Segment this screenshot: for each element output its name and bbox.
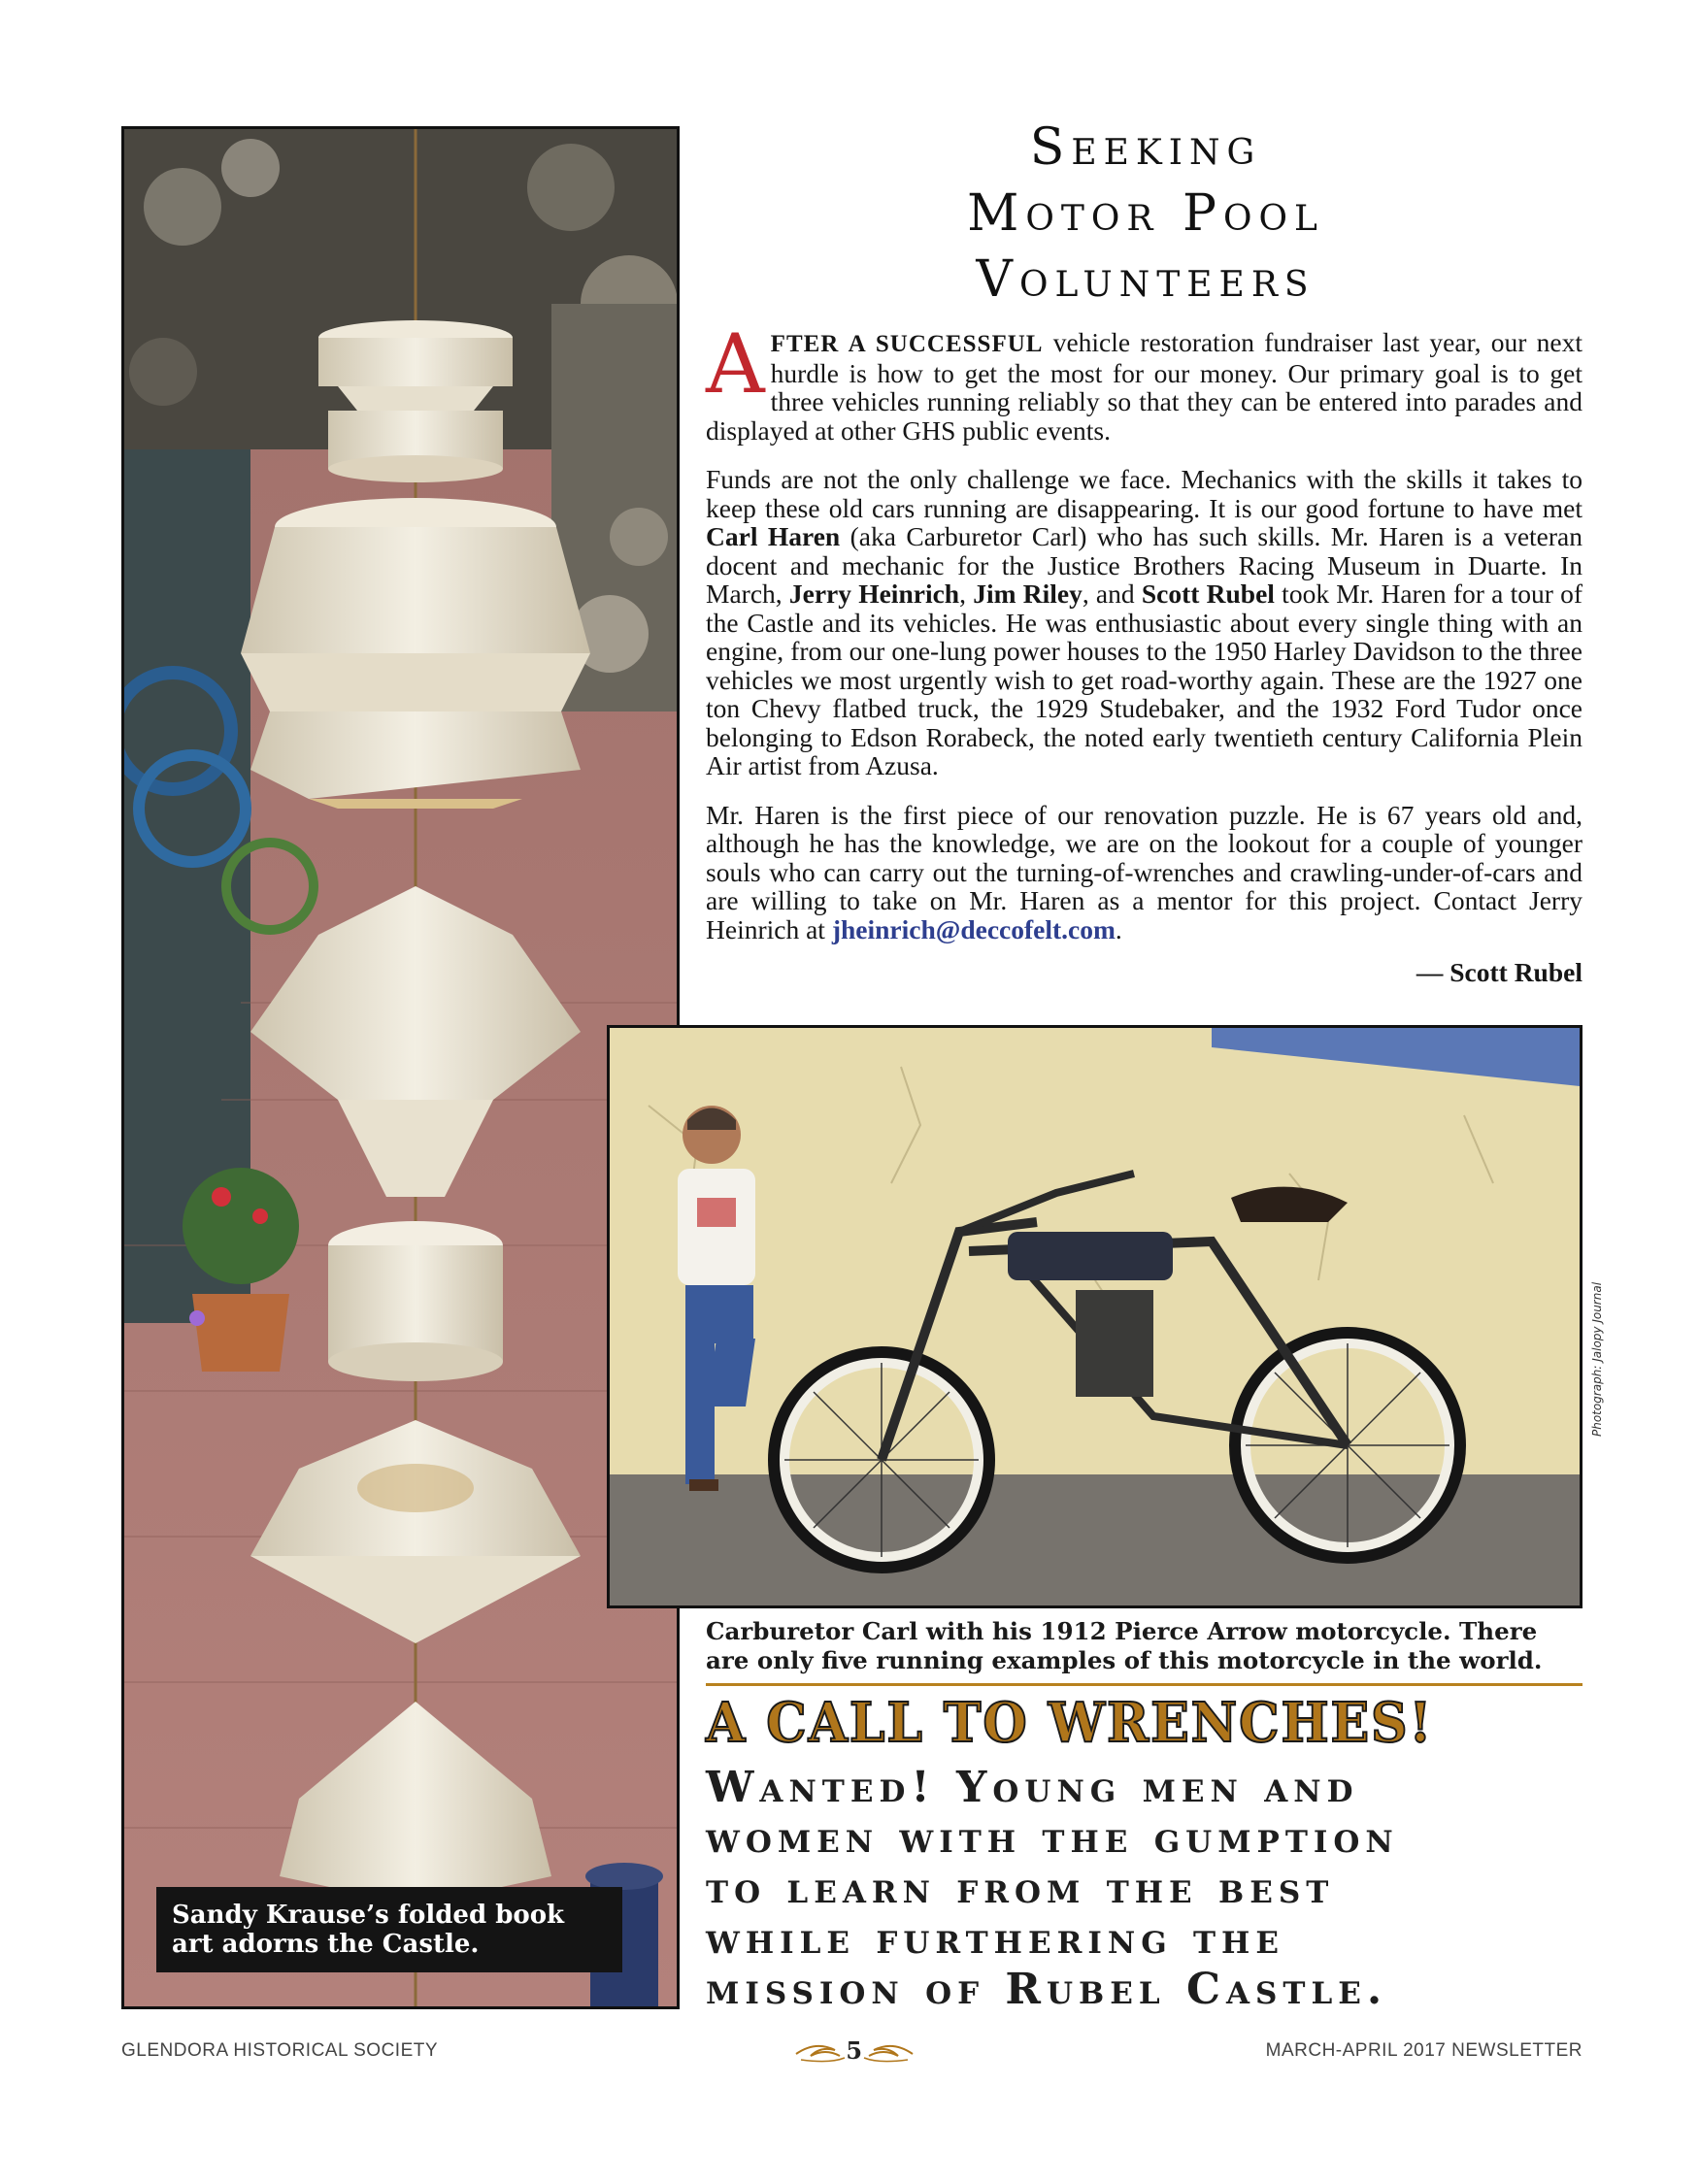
wanted-line: Wanted! Young men and: [706, 1763, 1359, 1812]
footer-issue: MARCH-APRIL 2017 NEWSLETTER: [1265, 2040, 1582, 2061]
contact-email-link[interactable]: jheinrich@deccofelt.com: [831, 913, 1116, 944]
wanted-line: to learn from the best: [706, 1864, 1335, 1913]
paragraph-text: ,: [959, 579, 974, 609]
paragraph-text: .: [1115, 913, 1122, 944]
article-title: [704, 115, 1587, 313]
wanted-notice: [706, 1763, 1589, 2015]
paragraph-3: [706, 801, 1582, 944]
paragraph-1: [706, 316, 1582, 446]
title-line: Motor Pool: [967, 184, 1324, 243]
photo-credit: Photograph: Jalopy Journal: [1590, 1281, 1604, 1437]
person-name: Scott Rubel: [1141, 579, 1275, 609]
page-number-ornament: [791, 2035, 917, 2068]
lead-in: FTER A SUCCESSFUL: [770, 331, 1044, 357]
motorcycle-photo: [607, 1025, 1582, 1608]
title-line: Seeking: [1029, 118, 1262, 177]
divider-rule: [706, 1683, 1582, 1686]
person-name: Jim Riley: [973, 579, 1083, 609]
motorcycle-image: [610, 1028, 1580, 1605]
paragraph-text: (aka Carburetor Carl) who has such skills. Mr. Haren is a veteran docent and mechanic for the Justice Brothers Racing Museum in Duarte. In March,: [706, 521, 1582, 609]
motorcycle-caption: Carburetor Carl with his 1912 Pierce Arrow motorcycle. There are only five running examples of this motorcycle in the world.: [706, 1617, 1543, 1674]
book-art-caption: Sandy Krause’s folded book art adorns the Castle.: [156, 1887, 622, 1972]
article-body: [706, 316, 1583, 987]
paragraph-2: [706, 465, 1582, 780]
paragraph-text: Funds are not the only challenge we face. Mechanics with the skills it takes to keep these old cars running are disappearing. It is our good fortune to have met: [706, 464, 1582, 523]
page-footer: [121, 2035, 1582, 2073]
page-number: 5: [846, 2036, 863, 2065]
book-art-photo: [121, 126, 680, 2009]
paragraph-text: , and: [1082, 579, 1142, 609]
paragraph-text: vehicle restoration fundraiser last year, our next hurdle is how to get the most for our money. Our primary goal is to get three vehicles running reliably so that they can be entered into parades and displayed at other GHS public events.: [706, 327, 1582, 446]
wanted-line: mission of Rubel Castle.: [706, 1965, 1388, 2014]
wanted-line: women with the gumption: [706, 1813, 1399, 1863]
title-line: Volunteers: [976, 250, 1316, 309]
paragraph-text: Mr. Haren is the first piece of our renovation puzzle. He is 67 years old and, although he has the knowledge, we are on the lookout for a couple of younger souls who can carry out the turning-of-wrenches and crawling-under-of-cars and are willing to take on Mr. Haren as a mentor for this project. Contact Jerry Heinrich at: [706, 799, 1582, 944]
person-name: Jerry Heinrich: [788, 579, 960, 609]
person-name: Carl Haren: [706, 521, 841, 551]
book-art-image: [124, 129, 677, 2006]
paragraph-text: took Mr. Haren for a tour of the Castle and its vehicles. He was enthusiastic about every single thing with an engine, from our one-lung power houses to the 1950 Harley Davidson to the three vehicles we most urgently wish to get road-worthy again. These are the 1927 one ton Chevy flatbed truck, the 1929 Studebaker, and the 1932 Ford Tudor once belonging to Edson Rorabeck, the noted early twentieth century California Plein Air artist from Azusa.: [706, 579, 1583, 780]
byline: — Scott Rubel: [1416, 957, 1582, 987]
wanted-line: while furthering the: [706, 1914, 1284, 1964]
drop-cap: A: [706, 316, 765, 412]
call-to-wrenches-heading: A CALL TO WRENCHES!: [706, 1691, 1434, 1755]
footer-organization: GLENDORA HISTORICAL SOCIETY: [121, 2040, 439, 2061]
